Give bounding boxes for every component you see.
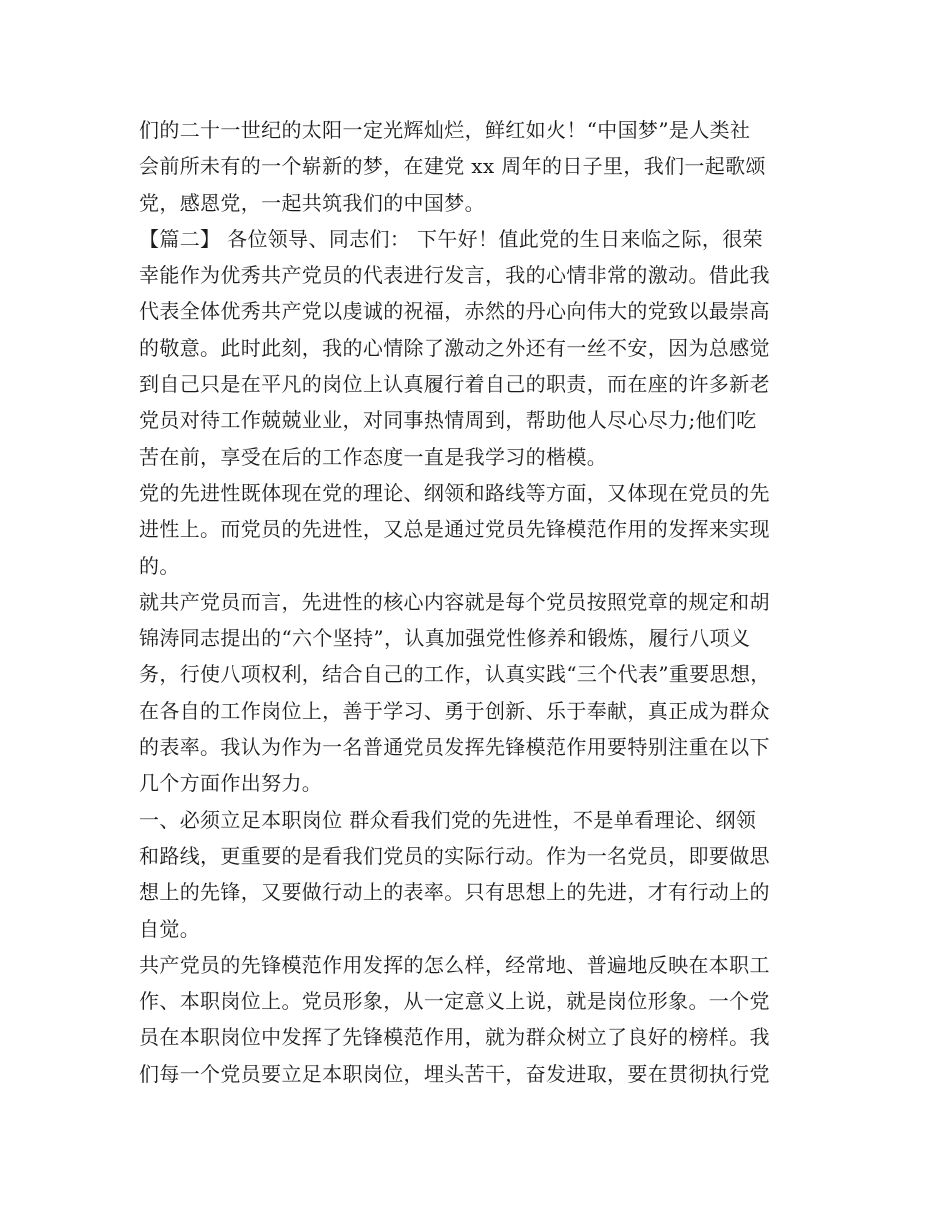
text-line: 党的先进性既体现在党的理论、纲领和路线等方面，又体现在党员的先 (139, 480, 770, 505)
text-line: 幸能作为优秀共产党员的代表进行发言，我的心情非常的激动。借此我 (139, 263, 770, 288)
text-line: 就共产党员而言，先进性的核心内容就是每个党员按照党章的规定和胡 (139, 589, 770, 614)
text-line: 会前所未有的一个崭新的梦，在建党 xx 周年的日子里，我们一起歌颂 (139, 154, 766, 179)
text-line: 党员对待工作兢兢业业，对同事热情周到，帮助他人尽心尽力;他们吃 (139, 408, 757, 433)
text-line: 代表全体优秀共产党以虔诚的祝福，赤然的丹心向伟大的党致以最崇高 (139, 299, 770, 324)
text-line: 到自己只是在平凡的岗位上认真履行着自己的职责，而在座的许多新老 (139, 372, 770, 397)
text-line: 党，感恩党，一起共筑我们的中国梦。 (139, 190, 485, 215)
text-line: 苦在前，享受在后的工作态度一直是我学习的楷模。 (139, 444, 608, 469)
text-line: 的表率。我认为作为一名普通党员发挥先锋模范作用要特别注重在以下 (139, 735, 770, 760)
text-line: 锦涛同志提出的“六个坚持”，认真加强党性修养和锻炼，履行八项义 (139, 626, 751, 651)
text-line: 务，行使八项权利，结合自己的工作，认真实践“三个代表”重要思想， (139, 662, 771, 687)
text-line: 进性上。而党员的先进性，又总是通过党员先锋模范作用的发挥来实现 (139, 517, 770, 542)
text-line: 共产党员的先锋模范作用发挥的怎么样，经常地、普遍地反映在本职工 (139, 952, 770, 977)
text-line: 员在本职岗位中发挥了先锋模范作用，就为群众树立了良好的榜样。我 (139, 1025, 770, 1050)
section-heading-line: 【篇二】 各位领导、同志们： 下午好！值此党的生日来临之际，很荣 (139, 226, 763, 251)
text-line: 想上的先锋，又要做行动上的表率。只有思想上的先进，才有行动上的 (139, 880, 770, 905)
text-line: 几个方面作出努力。 (139, 771, 323, 796)
text-line: 的敬意。此时此刻，我的心情除了激动之外还有一丝不安，因为总感觉 (139, 335, 770, 360)
text-line: 一、必须立足本职岗位 群众看我们党的先进性，不是单看理论、纲领 (139, 807, 757, 832)
text-line: 在各自的工作岗位上，善于学习、勇于创新、乐于奉献，真正成为群众 (139, 698, 770, 723)
text-line: 们的二十一世纪的太阳一定光辉灿烂，鲜红如火！“中国梦”是人类社 (139, 118, 751, 142)
text-line: 自觉。 (139, 916, 201, 941)
text-line: 们每一个党员要立足本职岗位，埋头苦干，奋发进取，要在贯彻执行党 (139, 1061, 770, 1086)
document-body (139, 112, 829, 1092)
text-line: 和路线，更重要的是看我们党员的实际行动。作为一名党员，即要做思 (139, 843, 770, 868)
text-line: 作、本职岗位上。党员形象，从一定意义上说，就是岗位形象。一个党 (139, 989, 770, 1014)
text-line: 的。 (139, 553, 180, 578)
